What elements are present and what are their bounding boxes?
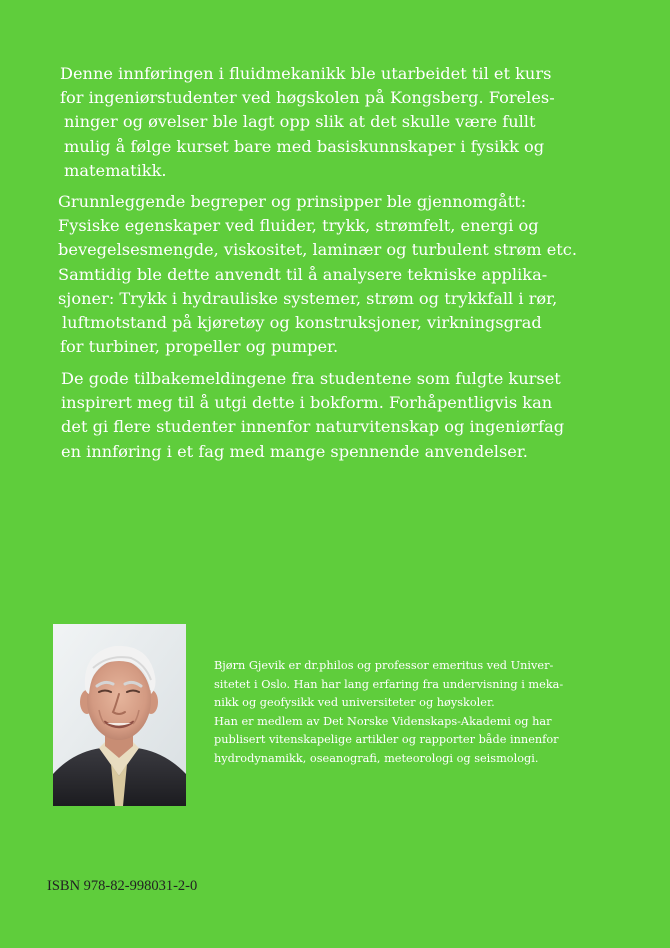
- bio-line: publisert vitenskapelige artikler og rapporter både innenfor: [214, 733, 559, 747]
- isbn-label: ISBN 978-82-998031-2-0: [47, 878, 198, 894]
- author-photo: [53, 624, 186, 806]
- feedback-line: det gi flere studenter innenfor naturvitenskap og ingeniørfag: [61, 417, 565, 437]
- topics-line: for turbiner, propeller og pumper.: [60, 337, 339, 357]
- bio-line: sitetet i Oslo. Han har lang erfaring fra undervisning i meka-: [214, 677, 564, 691]
- bio-line: nikk og geofysikk ved universiteter og høyskoler.: [214, 696, 495, 710]
- topics-line: sjoner: Trykk i hydrauliske systemer, strøm og trykkfall i rør,: [58, 288, 558, 308]
- feedback-line: inspirert meg til å utgi dette i bokform. Forhåpentligvis kan: [61, 393, 553, 413]
- intro-line: matematikk.: [64, 160, 167, 180]
- topics-line: Samtidig ble dette anvendt til å analysere tekniske applika-: [58, 264, 548, 284]
- author-portrait-icon: [53, 624, 186, 806]
- intro-line: mulig å følge kurset bare med basiskunnskaper i fysikk og: [64, 136, 545, 156]
- topics-line: Fysiske egenskaper ved fluider, trykk, strømfelt, energi og: [58, 216, 539, 236]
- intro-paragraph: [60, 62, 555, 183]
- bio-line: Bjørn Gjevik er dr.philos og professor emeritus ved Univer-: [214, 659, 554, 672]
- author-bio: [214, 657, 563, 769]
- feedback-line: en innføring i et fag med mange spennende anvendelser.: [61, 441, 528, 461]
- topics-line: Grunnleggende begreper og prinsipper ble gjennomgått:: [58, 192, 527, 211]
- bio-line: Han er medlem av Det Norske Videnskaps-Akademi og har: [214, 714, 552, 728]
- intro-line: Denne innføringen i fluidmekanikk ble utarbeidet til et kurs: [60, 64, 552, 83]
- intro-line: for ingeniørstudenter ved høgskolen på Kongsberg. Foreles-: [60, 88, 555, 108]
- intro-line: ninger og øvelser ble lagt opp slik at det skulle være fullt: [64, 112, 536, 132]
- topics-line: luftmotstand på kjøretøy og konstruksjoner, virkningsgrad: [62, 313, 542, 333]
- topics-line: bevegelsesmengde, viskositet, laminær og turbulent strøm etc.: [58, 240, 577, 260]
- topics-paragraph: [58, 190, 577, 359]
- feedback-line: De gode tilbakemeldingene fra studentene som fulgte kurset: [61, 369, 561, 388]
- bio-line: hydrodynamikk, oseanografi, meteorologi og seismologi.: [214, 751, 539, 765]
- feedback-paragraph: [61, 367, 564, 464]
